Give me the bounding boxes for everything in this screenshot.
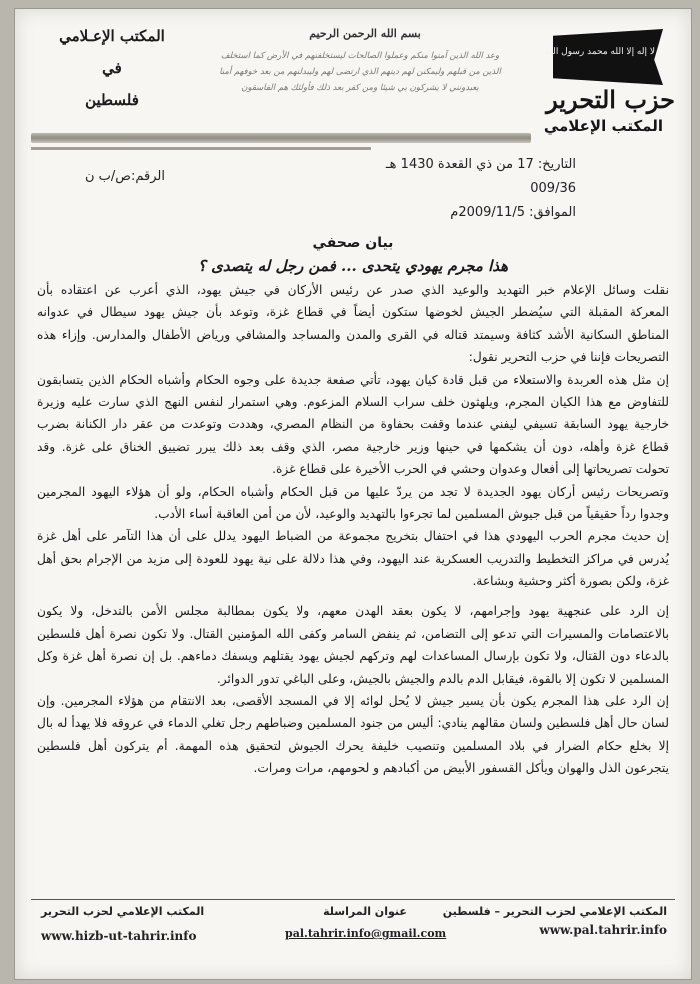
headline: هذا مجرم يهودي يتحدى ... فمن رجل له يتصدى ؟ — [197, 257, 509, 275]
hijri-date: التاريخ: 17 من ذي القعدة 1430 هـ — [385, 157, 576, 172]
site-palestine-link[interactable]: www.pal.tahrir.info — [539, 923, 667, 937]
press-release-page — [14, 8, 692, 980]
body-line: إن مثل هذه العربدة والاستعلاء من قبل قادة كيان يهود، تأتي صفعة جديدة على وجوه الحكام وأشباه الحكام الذين يتسابقون — [37, 372, 669, 387]
body-line: يتجرعون الذل والهوان ويأكل القسفور الأبيض من أكبادهم و لحومهم، مرات ومرات. — [253, 761, 669, 776]
footer-contact-label: عنوان المراسلة — [323, 905, 407, 918]
party-name: حزب التحرير — [546, 85, 675, 114]
body-line: المناطق السكانية الأشد كثافة وسيمتد قتاله في القرى والمدن والمساجد والمشافي ورياض الأطفال والمدارس. وإزاء هذه — [37, 327, 669, 342]
body-line: للتفاوض مع هذا الكيان المجرم، ويلهثون خلف سراب السلام المزعوم. وهي استمرار لنفس النهج الذي سارت عليه وزيرة — [37, 394, 669, 409]
body-line: خارجية يهود السابقة تسيفي ليفني عندما وقفت بحفاوة من النظام المصري، وهددت وتوعدت من عقر دار الكنانة بضرب — [37, 417, 669, 432]
party-office: المكتب الإعلامي — [543, 117, 663, 135]
party-logo — [530, 21, 685, 139]
body-line: بالدعاء دون القتال، ولا تكون بإرسال المساعدات لهم وتركهم لجيش يهود يقتلهم ويسفك دماءهم. بل إن نصرة أهل غزة وكل — [37, 649, 669, 664]
body-line: بالاعتصامات والمسيرات التي تدعو إلى التضامن، ثم ينفض السامر وكفى الله المؤمنين القتال. ولا تكون نصرة أهل فلسطين — [37, 626, 669, 641]
office-title-in: في — [102, 59, 122, 77]
body-line: إن الرد على هذا المجرم يكون بأن يسير جيش لا يُحل لوائه إلا في المسجد الأقصى، بعد الانتقام من هؤلاء المجرمين. وإن — [37, 694, 669, 709]
document-number: 009/36 — [530, 181, 576, 196]
quran-verse-line: وعد الله الذين آمنوا منكم وعملوا الصالحات ليستخلفنهم في الأرض كما استخلف — [220, 51, 500, 61]
site-party-link[interactable]: www.hizb-ut-tahrir.info — [41, 929, 197, 943]
body-line: التصريحات فإننا في حزب التحرير نقول: — [468, 350, 669, 365]
body-line: نقلت وسائل الإعلام خبر التهديد والوعيد الذي صدر عن رئيس الأركان في جيش يهود، الذي أعرب عن اعتقاده بأن — [37, 283, 669, 297]
body-line: قطاع غزة وأهله، دون أن يشكمها في حينها وزير خارجية مصر، الذي وقف بعد ذلك يبرر تضييق الخناق على غزة. وقد — [37, 439, 669, 454]
body-line: يُدرس في مراكز التخطيط والتدريب العسكرية عند اليهود، وفي هذا دلالة على نية يهود للعودة إلى مزيد من الإجرام بحق أهل — [37, 551, 669, 566]
gregorian-date: الموافق: 2009/11/5م — [450, 205, 576, 220]
body-line: إلا بخلع حكام الضرار في بلاد المسلمين وتنصيب خليفة يحرك الجيوش لتحقيق هذه المهمة. أم يتركون أهل فلسطين — [37, 738, 669, 753]
body-line: إن الرد على عنجهية يهود وإجرامهم، لا يكون بعقد الهدن معهم، ولا يكون بمطالبة مجلس الأمن بالتدخل، ولا يكون — [37, 604, 669, 619]
statement-body — [37, 279, 669, 780]
office-title: المكتب الإعـلامي — [59, 27, 165, 45]
body-line: لسان حال أهل فلسطين ولسان مقالهم ينادي: أليس من جنود المسلمين وضباطهم رجل تغلي الدماء في عروقه فلا يهدأ له بال — [37, 716, 669, 731]
footer-office-party: المكتب الإعلامي لحزب التحرير — [41, 905, 205, 918]
office-country: فلسطين — [85, 91, 139, 109]
body-line: وتصريحات رئيس أركان يهود الجديدة لا تجد من يردّ عليها من قبل الحكام وأشباه الحكام، ولو أن هؤلاء اليهود المجرمين — [37, 484, 669, 499]
header-divider-thin — [31, 147, 371, 150]
email-link[interactable]: pal.tahrir.info@gmail.com — [285, 927, 447, 940]
reference-number: الرقم:ص/ب ن — [85, 169, 166, 184]
body-line: المسلمين لا تكون إلا بالقوة، فيقابل الدم بالدم والجيش بالجيش، وعلى الباغي تدور الدوائر. — [216, 671, 669, 686]
body-line: المعركة المقبلة التي سيُضطر الجيش لخوضها ستكون أيضاً في قطاع غزة، وتوعد بأن جيش يهود سيطال في عدوانه — [37, 305, 669, 320]
header-divider — [31, 133, 531, 143]
quran-verse-line: الذين من قبلهم وليمكنن لهم دينهم الذي ارتضى لهم وليبدلنهم من بعد خوفهم أمنا — [219, 67, 501, 77]
black-flag-icon — [553, 29, 663, 85]
bismillah: بسم الله الرحمن الرحيم — [309, 27, 421, 40]
body-line: وجدوا رداً حقيقياً من قبل جيوش المسلمين لما تجرءوا بالتهديد والوعيد، لأن من أمن العاقبة أساء الأدب. — [154, 506, 669, 521]
body-line: تحولت تصريحاتها إلى أفعال وعدوان وحشي في الحرب الأخيرة على قطاع غزة. — [272, 462, 669, 477]
document-type: بيان صحفي — [312, 235, 394, 251]
body-line: إن حديث مجرم الحرب اليهودي هذا في احتفال بتخريج مجموعة من الضباط اليهود يدلل على أن هذا التآمر على أهل غزة — [37, 529, 669, 544]
body-line: غزة، ولكن بصورة أكثر وحشية وبشاعة. — [472, 574, 669, 589]
footer-divider — [31, 899, 675, 900]
quran-verse-line: يعبدونني لا يشركون بي شيئا ومن كفر بعد ذلك فأولئك هم الفاسقون — [241, 83, 479, 93]
flag-shahada: لا إله إلا الله محمد رسول الله — [545, 47, 655, 57]
footer-office-palestine: المكتب الإعلامي لحزب التحرير – فلسطين — [442, 905, 667, 918]
